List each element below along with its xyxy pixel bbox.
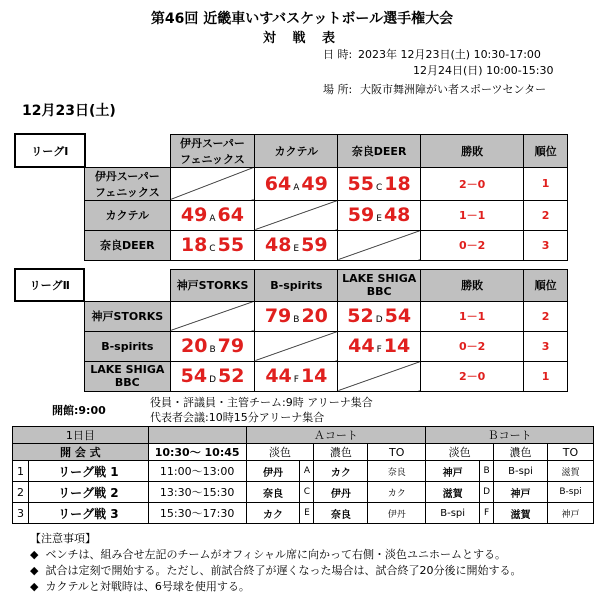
league2-score-cell: 52 D 54 bbox=[338, 301, 421, 331]
league1-rank: 2 bbox=[524, 200, 568, 230]
league2-rank: 2 bbox=[524, 301, 568, 331]
row-time: 15:30～17:30 bbox=[148, 503, 246, 524]
note-item: ◆ ベンチは、組み合せ左記のチームがオフィシャル席に向かって右側・淡色ユニホームとする。 bbox=[30, 548, 507, 561]
schedule-row bbox=[13, 503, 594, 524]
a-dark-team: カク bbox=[314, 461, 368, 482]
league1-rank: 3 bbox=[524, 230, 568, 260]
league2-self-cell bbox=[338, 361, 421, 391]
league2-score-cell: 44 F 14 bbox=[338, 331, 421, 361]
league1-col-win: 勝敗 bbox=[421, 134, 524, 167]
league1-col-rank: 順位 bbox=[524, 134, 568, 167]
notes bbox=[30, 531, 521, 595]
league1-self-cell bbox=[255, 200, 338, 230]
notes-heading: 【注意事項】 bbox=[30, 532, 96, 545]
court-a-header: Ａコート bbox=[246, 427, 426, 444]
court-b-light: 淡色 bbox=[426, 444, 494, 461]
league1-col-team-2: カクテル bbox=[255, 134, 338, 167]
b-to-team: B-spi bbox=[547, 482, 593, 503]
row-name: リーグ戦 2 bbox=[28, 482, 148, 503]
diamond-bullet-icon: ◆ bbox=[30, 564, 39, 577]
row-number: 1 bbox=[13, 461, 29, 482]
league2-col-team-1: 神戸STORKS bbox=[170, 269, 255, 301]
schedule-row bbox=[13, 482, 594, 503]
league1-self-cell bbox=[170, 167, 255, 200]
diamond-bullet-icon: ◆ bbox=[30, 548, 39, 561]
b-dark-team: 滋賀 bbox=[494, 503, 548, 524]
date-line-1: 2023年 12月23日(土) 10:30-17:00 bbox=[358, 48, 541, 61]
venue-label: 場 所: bbox=[323, 83, 353, 96]
page-subtitle: 対 戦 表 bbox=[262, 31, 342, 46]
schedule-day: 1日目 bbox=[13, 427, 149, 444]
league2-score-cell: 54 D 52 bbox=[170, 361, 255, 391]
court-b-to: TO bbox=[547, 444, 593, 461]
league2-rank: 3 bbox=[524, 331, 568, 361]
schedule-row bbox=[13, 461, 594, 482]
schedule-table bbox=[12, 426, 594, 524]
diamond-bullet-icon: ◆ bbox=[30, 580, 39, 593]
venue: 大阪市舞洲障がい者スポーツセンター bbox=[360, 83, 547, 96]
league1-record: 1－1 bbox=[421, 200, 524, 230]
league2-record: 1－1 bbox=[421, 301, 524, 331]
reps-meeting: 代表者会議:10時15分アリーナ集合 bbox=[150, 411, 325, 424]
open-time: 開館:9:00 bbox=[52, 404, 106, 417]
league1-rank: 1 bbox=[524, 167, 568, 200]
court-b-dark: 濃色 bbox=[494, 444, 548, 461]
league2-col-win: 勝敗 bbox=[421, 269, 524, 301]
league2-col-team-2: B-spirits bbox=[255, 269, 338, 301]
day-label: 12月23日(土) bbox=[22, 103, 116, 119]
opening-time: 10:30～ 10:45 bbox=[148, 444, 246, 461]
a-dark-team: 奈良 bbox=[314, 503, 368, 524]
league1-score-cell: 48 E 59 bbox=[255, 230, 338, 260]
b-dark-team: 神戸 bbox=[494, 482, 548, 503]
league1-row-team-1: 伊丹スーパー フェニックス bbox=[85, 167, 171, 200]
court-a-to: TO bbox=[368, 444, 426, 461]
league1-col-team-3: 奈良DEER bbox=[338, 134, 421, 167]
a-light-team: 奈良 bbox=[246, 482, 300, 503]
league1-score-cell: 55 C 18 bbox=[338, 167, 421, 200]
league1-label: リーグⅠ bbox=[15, 134, 85, 167]
a-to-team: 奈良 bbox=[368, 461, 426, 482]
b-match-id: B bbox=[480, 461, 494, 482]
league2-record: 0－2 bbox=[421, 331, 524, 361]
a-dark-team: 伊丹 bbox=[314, 482, 368, 503]
b-light-team: B-spi bbox=[426, 503, 480, 524]
note-item: ◆ カクテルと対戦時は、6号球を使用する。 bbox=[30, 580, 250, 593]
league1-score-cell: 64 A 49 bbox=[255, 167, 338, 200]
league1-score-cell: 49 A 64 bbox=[170, 200, 255, 230]
league1-score-cell: 18 C 55 bbox=[170, 230, 255, 260]
b-dark-team: B-spi bbox=[494, 461, 548, 482]
row-number: 3 bbox=[13, 503, 29, 524]
page-title: 第46回 近畿車いすバスケットボール選手権大会 bbox=[150, 11, 454, 27]
league2-col-rank: 順位 bbox=[524, 269, 568, 301]
row-time: 13:30～15:30 bbox=[148, 482, 246, 503]
court-a-dark: 濃色 bbox=[314, 444, 368, 461]
league2-rank: 1 bbox=[524, 361, 568, 391]
a-to-team: カク bbox=[368, 482, 426, 503]
league1-row-team-3: 奈良DEER bbox=[85, 230, 171, 260]
a-to-team: 伊丹 bbox=[368, 503, 426, 524]
a-match-id: E bbox=[300, 503, 314, 524]
league1-self-cell bbox=[338, 230, 421, 260]
opening-ceremony: 開 会 式 bbox=[13, 444, 149, 461]
date-line-2: 12月24日(日) 10:00-15:30 bbox=[413, 64, 554, 77]
league2-row-team-1: 神戸STORKS bbox=[84, 301, 170, 331]
league1-score-cell: 59 E 48 bbox=[338, 200, 421, 230]
officials-meeting: 役員・評議員・主管チーム:9時 アリーナ集合 bbox=[150, 396, 373, 409]
league2-score-cell: 79 B 20 bbox=[255, 301, 338, 331]
league1-col-team-1: 伊丹スーパー フェニックス bbox=[170, 134, 255, 167]
row-time: 11:00～13:00 bbox=[148, 461, 246, 482]
court-a-light: 淡色 bbox=[246, 444, 314, 461]
league2-score-cell: 44 F 14 bbox=[255, 361, 338, 391]
a-match-id: C bbox=[300, 482, 314, 503]
league2-label: リーグⅡ bbox=[15, 269, 84, 301]
league1-record: 2－0 bbox=[421, 167, 524, 200]
league1-table bbox=[14, 133, 568, 261]
a-light-team: 伊丹 bbox=[246, 461, 300, 482]
league1-row-team-2: カクテル bbox=[85, 200, 171, 230]
a-light-team: カク bbox=[246, 503, 300, 524]
b-light-team: 滋賀 bbox=[426, 482, 480, 503]
a-match-id: A bbox=[300, 461, 314, 482]
league2-score-cell: 20 B 79 bbox=[170, 331, 255, 361]
note-item: ◆ 試合は定刻で開始する。ただし、前試合終了が遅くなった場合は、試合終了20分後に開始する。 bbox=[30, 564, 522, 577]
league2-col-team-3: LAKE SHIGA BBC bbox=[338, 269, 421, 301]
row-number: 2 bbox=[13, 482, 29, 503]
b-match-id: D bbox=[480, 482, 494, 503]
row-name: リーグ戦 1 bbox=[28, 461, 148, 482]
league2-record: 2－0 bbox=[421, 361, 524, 391]
b-to-team: 滋賀 bbox=[547, 461, 593, 482]
b-light-team: 神戸 bbox=[426, 461, 480, 482]
b-to-team: 神戸 bbox=[547, 503, 593, 524]
row-name: リーグ戦 3 bbox=[28, 503, 148, 524]
b-match-id: F bbox=[480, 503, 494, 524]
league2-row-team-3: LAKE SHIGA BBC bbox=[84, 361, 170, 391]
league2-self-cell bbox=[170, 301, 255, 331]
league1-record: 0－2 bbox=[421, 230, 524, 260]
league2-row-team-2: B-spirits bbox=[84, 331, 170, 361]
league2-self-cell bbox=[255, 331, 338, 361]
date-label: 日 時: bbox=[323, 48, 353, 61]
league2-table bbox=[14, 268, 568, 392]
court-b-header: Ｂコート bbox=[426, 427, 594, 444]
